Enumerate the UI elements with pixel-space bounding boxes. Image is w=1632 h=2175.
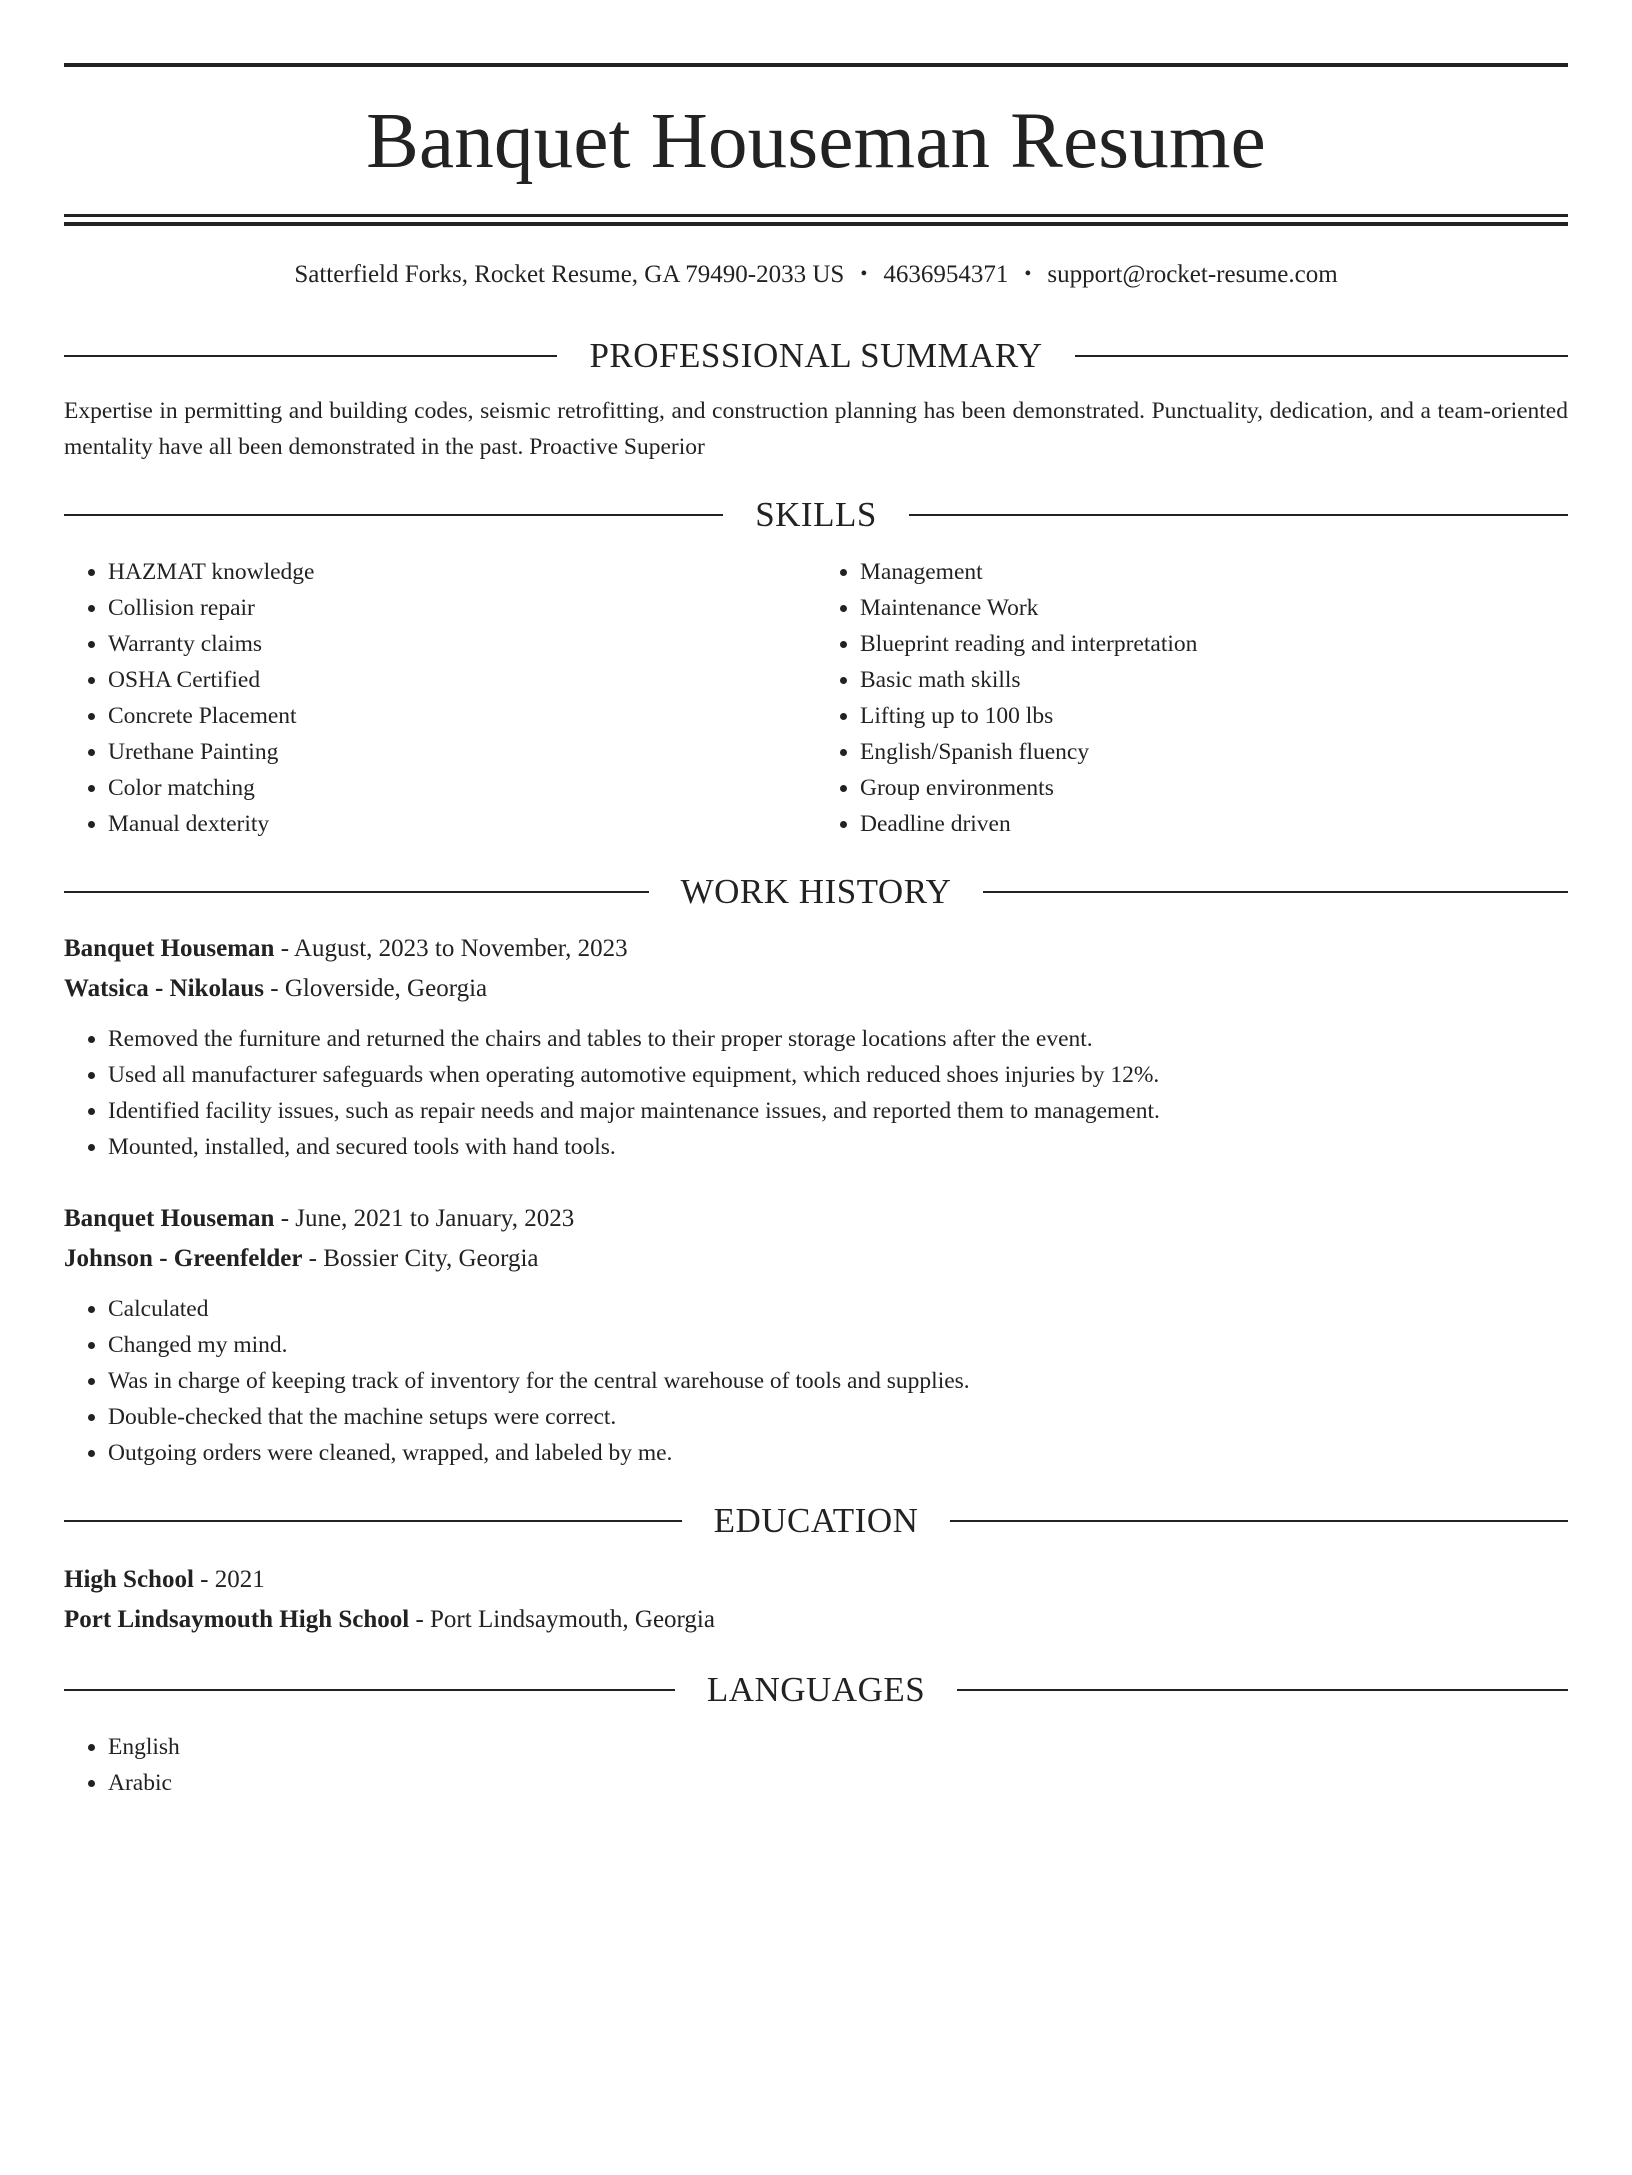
job-bullet: • Calculated: [108, 1291, 1568, 1327]
skill-item: • Basic math skills: [860, 662, 1568, 698]
job-bullet: • Used all manufacturer safeguards when operating automotive equipment, which reduced shoes injuries by 12%.: [108, 1057, 1568, 1093]
job-bullets: [64, 1291, 1568, 1471]
page-title: Banquet Houseman Resume: [366, 98, 1266, 185]
section-rule: [909, 514, 1568, 516]
education-year: - 2021: [193, 1566, 265, 1593]
section-header-work: [64, 874, 1568, 909]
skill-item: • Color matching: [108, 770, 816, 806]
job-title: Banquet Houseman: [64, 1205, 275, 1232]
section-title-summary: PROFESSIONAL SUMMARY: [589, 336, 1043, 375]
skill-item: • Collision repair: [108, 590, 816, 626]
job-bullet: • Mounted, installed, and secured tools with hand tools.: [108, 1129, 1568, 1165]
languages-list: [64, 1729, 1568, 1801]
contact-line: [64, 260, 1568, 290]
language-item: • English: [108, 1729, 1568, 1765]
skills-column-left: [64, 554, 816, 842]
skill-item: • Maintenance Work: [860, 590, 1568, 626]
section-title-skills: SKILLS: [755, 495, 877, 534]
skill-item: • Management: [860, 554, 1568, 590]
education-school-line: [64, 1600, 1568, 1640]
summary-text: Expertise in permitting and building codes, seismic retrofitting, and construction planning has been demonstrated. Punctuality, dedication, and a team-oriented mentality have all been demonstrated in the past. Proactive Superior: [64, 398, 1568, 460]
contact-address: Satterfield Forks, Rocket Resume, GA 79490-2033 US: [294, 261, 845, 288]
job-bullet: • Identified facility issues, such as repair needs and major maintenance issues, and reported them to management.: [108, 1093, 1568, 1129]
skill-item: • English/Spanish fluency: [860, 734, 1568, 770]
job-bullets: [64, 1021, 1568, 1165]
job-bullet: • Double-checked that the machine setups were correct.: [108, 1399, 1568, 1435]
skill-item: • Manual dexterity: [108, 806, 816, 842]
job-company: Watsica - Nikolaus: [64, 975, 265, 1002]
job-company-line: [64, 1239, 1568, 1279]
section-rule: [1075, 355, 1568, 357]
section-rule: [64, 514, 723, 516]
job-location: - Gloverside, Georgia: [264, 975, 488, 1002]
education-degree: High School: [64, 1566, 194, 1593]
skills-column-right: [816, 554, 1568, 842]
job-bullet: • Changed my mind.: [108, 1327, 1568, 1363]
language-item: • Arabic: [108, 1765, 1568, 1801]
section-title-languages: LANGUAGES: [706, 1670, 926, 1709]
title-double-rule: [64, 214, 1568, 226]
education-entry: [64, 1560, 1568, 1640]
job-bullet: • Was in charge of keeping track of inventory for the central warehouse of tools and supplies.: [108, 1363, 1568, 1399]
section-rule: [983, 891, 1568, 893]
skill-item: • Concrete Placement: [108, 698, 816, 734]
job-company-line: [64, 969, 1568, 1009]
job-entry: [64, 1199, 1568, 1471]
section-rule: [64, 1689, 675, 1691]
job-entry: [64, 929, 1568, 1165]
skill-item: • HAZMAT knowledge: [108, 554, 816, 590]
contact-separator: •: [1024, 263, 1032, 285]
section-rule: [957, 1689, 1568, 1691]
section-rule: [950, 1520, 1568, 1522]
job-dates: - August, 2023 to November, 2023: [274, 935, 628, 962]
education-degree-line: [64, 1560, 1568, 1600]
education-school: Port Lindsaymouth High School: [64, 1606, 410, 1633]
section-rule: [64, 1520, 682, 1522]
job-title: Banquet Houseman: [64, 935, 275, 962]
job-company: Johnson - Greenfelder: [64, 1245, 303, 1272]
skill-item: • OSHA Certified: [108, 662, 816, 698]
job-dates: - June, 2021 to January, 2023: [274, 1205, 575, 1232]
skill-item: • Deadline driven: [860, 806, 1568, 842]
skills-grid: [64, 554, 1568, 842]
education-location: - Port Lindsaymouth, Georgia: [409, 1606, 715, 1633]
section-rule: [64, 891, 649, 893]
skill-item: • Warranty claims: [108, 626, 816, 662]
section-title-education: EDUCATION: [713, 1501, 919, 1540]
section-rule: [64, 355, 557, 357]
job-title-line: [64, 929, 1568, 969]
resume-page: [0, 63, 1632, 2175]
job-bullet: • Outgoing orders were cleaned, wrapped, and labeled by me.: [108, 1435, 1568, 1471]
section-header-education: [64, 1503, 1568, 1538]
section-title-work: WORK HISTORY: [680, 872, 952, 911]
skill-item: • Lifting up to 100 lbs: [860, 698, 1568, 734]
section-header-languages: [64, 1672, 1568, 1707]
section-header-summary: [64, 338, 1568, 373]
contact-email: support@rocket-resume.com: [1047, 261, 1338, 288]
skill-item: • Group environments: [860, 770, 1568, 806]
skill-item: • Urethane Painting: [108, 734, 816, 770]
section-header-skills: [64, 497, 1568, 532]
top-rule: [64, 63, 1568, 67]
job-location: - Bossier City, Georgia: [302, 1245, 539, 1272]
skill-item: • Blueprint reading and interpretation: [860, 626, 1568, 662]
contact-separator: •: [860, 263, 868, 285]
contact-phone: 4636954371: [883, 261, 1009, 288]
job-title-line: [64, 1199, 1568, 1239]
job-bullet: • Removed the furniture and returned the chairs and tables to their proper storage locations after the event.: [108, 1021, 1568, 1057]
